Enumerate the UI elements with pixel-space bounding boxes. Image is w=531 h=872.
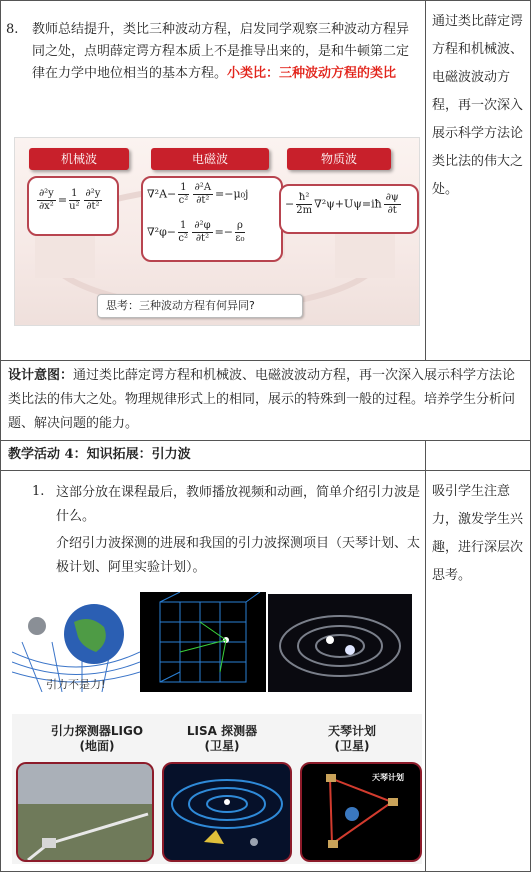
activity4-item-text2: 介绍引力波探测的进展和我国的引力波探测项目（天琴计划、太极计划、阿里实验计划）。 — [56, 536, 421, 575]
lisa-waves-illustration — [164, 764, 290, 860]
ligo-name: 引力探测器LIGO — [50, 724, 144, 738]
design-text: 通过类比薛定谔方程和机械波、电磁波波动方程，再一次深入展示科学方法论类比法的伟大之处。物理规律形式上的相同，展示的特殊到一般的过程。培养学生分析问题、解决问题的能力。 — [8, 368, 516, 431]
mechanical-wave-equation: $\frac{\text{∂²y}}{\text{∂x²}}$ = $\frac{1}{\text{u²}}$ $\frac{\text{∂²y}}{\text{∂t²}}$ — [27, 176, 119, 236]
ligo-aerial-illustration — [18, 764, 152, 860]
item-number: 8. — [6, 22, 19, 37]
row1-body: 教师总结提升，类比三种波动方程，启发同学观察三种波动方程异同之处，点明薛定谔方程本质上不是推导出来的，是和牛顿第二定律在力学中地位相当的基本方程。 — [32, 22, 410, 81]
table-border-left — [0, 0, 1, 872]
design-intent — [8, 364, 524, 436]
row1-right-text: 通过类比薛定谔方程和机械波、电磁波波动方程，再一次深入展示科学方法论类比法的伟大之处。 — [432, 14, 524, 197]
table-row-divider — [0, 360, 531, 361]
header-matter-wave: 物质波 — [287, 148, 391, 170]
activity4-title: 教学活动 4：知识拓展：引力波 — [8, 447, 191, 462]
spacetime-cube-image — [140, 592, 266, 692]
merger-swirl-illustration — [268, 594, 412, 692]
table-row-divider — [0, 470, 531, 471]
ligo-photo — [16, 762, 154, 862]
spacetime-curvature-image — [12, 592, 140, 692]
ligo-title — [42, 724, 152, 754]
detector-slide — [12, 714, 422, 864]
em-wave-equation: ∇²A− $\frac{1}{\text{c²}}$ $\frac{\text{∂²A}}{\text{∂t²}}$ =−μ₀j ∇²φ− $\frac{1}{\text{c²}}$ $\frac{\text{∂²φ}}{\text{∂t²}}$ =− $\frac{\rho}{\text{ε₀}}$ — [141, 176, 283, 262]
lisa-title — [172, 724, 272, 754]
table-col-divider — [425, 0, 426, 360]
design-label: 设计意图： — [8, 368, 74, 383]
lisa-type: (卫星) — [204, 739, 240, 753]
cube-grid-illustration — [140, 592, 266, 692]
header-em-wave: 电磁波 — [151, 148, 269, 170]
question-box: 思考：三种波动方程有何异同? — [97, 294, 303, 318]
activity4-item-text: 这部分放在课程最后，教师播放视频和动画，简单介绍引力波是什么。 — [56, 485, 421, 524]
activity4-right-text: 吸引学生注意力，激发学生兴趣，进行深层次思考。 — [432, 484, 524, 583]
table-col-divider — [425, 440, 426, 872]
matter-wave-equation: − $\frac{\text{ħ²}}{2m}$ ∇²ψ+Uψ=iħ $\frac{\partial\psi}{\partial t}$ — [279, 184, 419, 234]
header-mechanical-wave: 机械波 — [29, 148, 129, 170]
ligo-type: (地面) — [79, 739, 115, 753]
lisa-name: LISA 探测器 — [186, 724, 258, 738]
table-row-divider — [0, 440, 531, 441]
tianqin-name: 天琴计划 — [327, 724, 376, 738]
wave-equation-slide — [14, 137, 420, 326]
tianqin-type: (卫星) — [334, 739, 370, 753]
tianqin-title — [302, 724, 402, 754]
tianqin-inset-label: 天琴计划 — [372, 773, 404, 782]
gravity-caption: 引力不是力! — [46, 678, 106, 691]
lisa-photo — [162, 762, 292, 862]
row1-text — [32, 19, 420, 85]
binary-merger-image — [268, 594, 412, 692]
row1-highlight: 小类比：三种波动方程的类比 — [227, 66, 397, 81]
tianqin-photo — [300, 762, 422, 862]
activity4-item-number: 1. — [32, 484, 45, 499]
table-border-top — [0, 0, 531, 1]
